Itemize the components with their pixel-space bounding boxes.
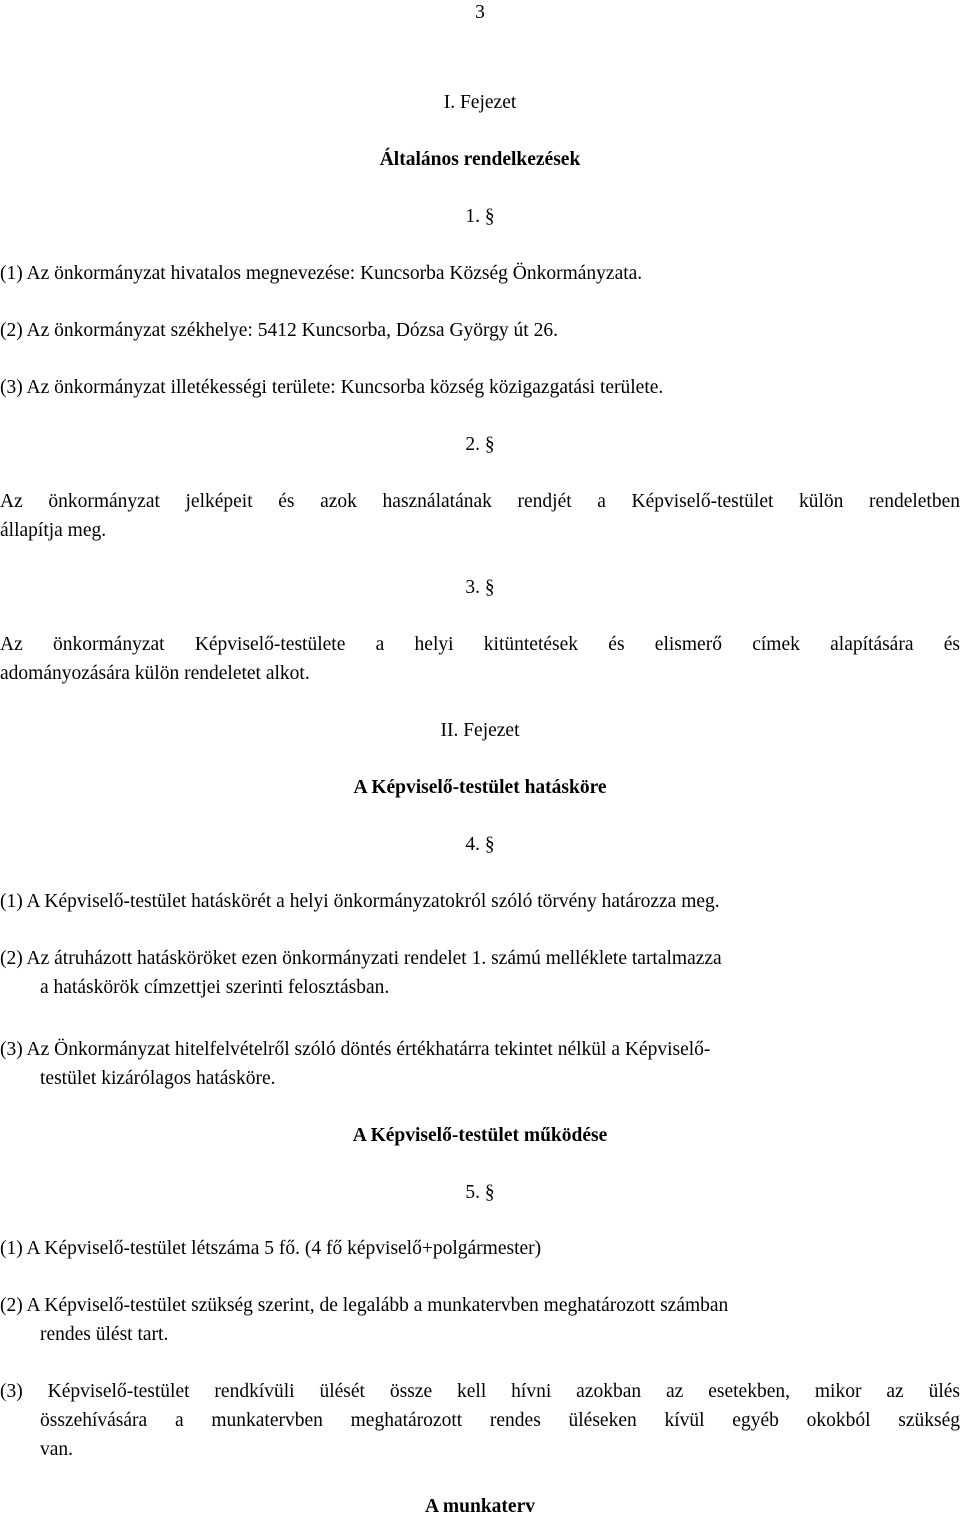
section-2-text-line-2: állapítja meg. bbox=[0, 520, 107, 541]
section-4-paragraph-3-line-2: testület kizárólagos hatásköre. bbox=[40, 1068, 276, 1089]
section-5-paragraph-2-line-2: rendes ülést tart. bbox=[40, 1324, 169, 1345]
chapter-2-label: II. Fejezet bbox=[440, 720, 520, 741]
chapter-2-title: A Képviselő-testület hatásköre bbox=[353, 777, 607, 798]
section-1-paragraph-2: (2) Az önkormányzat székhelye: 5412 Kuncsorba, Dózsa György út 26. bbox=[0, 320, 558, 341]
section-5-paragraph-3-line-3: van. bbox=[40, 1439, 74, 1460]
section-1-paragraph-3: (3) Az önkormányzat illetékességi területe: Kuncsorba község közigazgatási területe. bbox=[0, 377, 664, 398]
section-5-paragraph-2-line-1: (2) A Képviselő-testület szükség szerint, de legalább a munkatervben meghatározott számban bbox=[0, 1295, 729, 1316]
chapter-1-title: Általános rendelkezések bbox=[379, 149, 581, 170]
page-number: 3 bbox=[475, 2, 485, 23]
section-5-number: 5. § bbox=[465, 1182, 495, 1203]
section-5-paragraph-3-line-2: összehívására a munkatervben meghatározott rendes üléseken kívül egyéb okokból szükség bbox=[40, 1410, 960, 1431]
section-4-paragraph-3-line-1: (3) Az Önkormányzat hitelfelvételről szóló döntés értékhatárra tekintet nélkül a Képviselő- bbox=[0, 1039, 711, 1060]
chapter-1-label: I. Fejezet bbox=[443, 92, 517, 113]
section-3-number: 3. § bbox=[465, 577, 495, 598]
section-3-text-line-1: Az önkormányzat Képviselő-testülete a helyi kitüntetések és elismerő címek alapítására és bbox=[0, 634, 960, 655]
section-5-paragraph-3-line-1: (3) Képviselő-testület rendkívüli ülését össze kell hívni azokban az esetekben, mikor az ülés bbox=[0, 1381, 960, 1402]
section-4-number: 4. § bbox=[465, 834, 495, 855]
work-plan-subtitle: A munkaterv bbox=[425, 1496, 535, 1517]
section-3-text-line-2: adományozására külön rendeletet alkot. bbox=[0, 663, 310, 684]
operation-subtitle: A Képviselő-testület működése bbox=[352, 1125, 608, 1146]
section-5-paragraph-1: (1) A Képviselő-testület létszáma 5 fő. (4 fő képviselő+polgármester) bbox=[0, 1238, 542, 1259]
section-1-number: 1. § bbox=[465, 206, 495, 227]
section-2-number: 2. § bbox=[465, 434, 495, 455]
section-4-paragraph-2-line-2: a hatáskörök címzettjei szerinti felosztásban. bbox=[40, 977, 390, 998]
section-2-text-line-1: Az önkormányzat jelképeit és azok használatának rendjét a Képviselő-testület külön rendeletben bbox=[0, 491, 960, 512]
section-1-paragraph-1: (1) Az önkormányzat hivatalos megnevezése: Kuncsorba Község Önkormányzata. bbox=[0, 263, 643, 284]
section-4-paragraph-1: (1) A Képviselő-testület hatáskörét a helyi önkormányzatokról szóló törvény határozza meg. bbox=[0, 891, 720, 912]
section-4-paragraph-2-line-1: (2) Az átruházott hatásköröket ezen önkormányzati rendelet 1. számú melléklete tartalmazza bbox=[0, 948, 722, 969]
